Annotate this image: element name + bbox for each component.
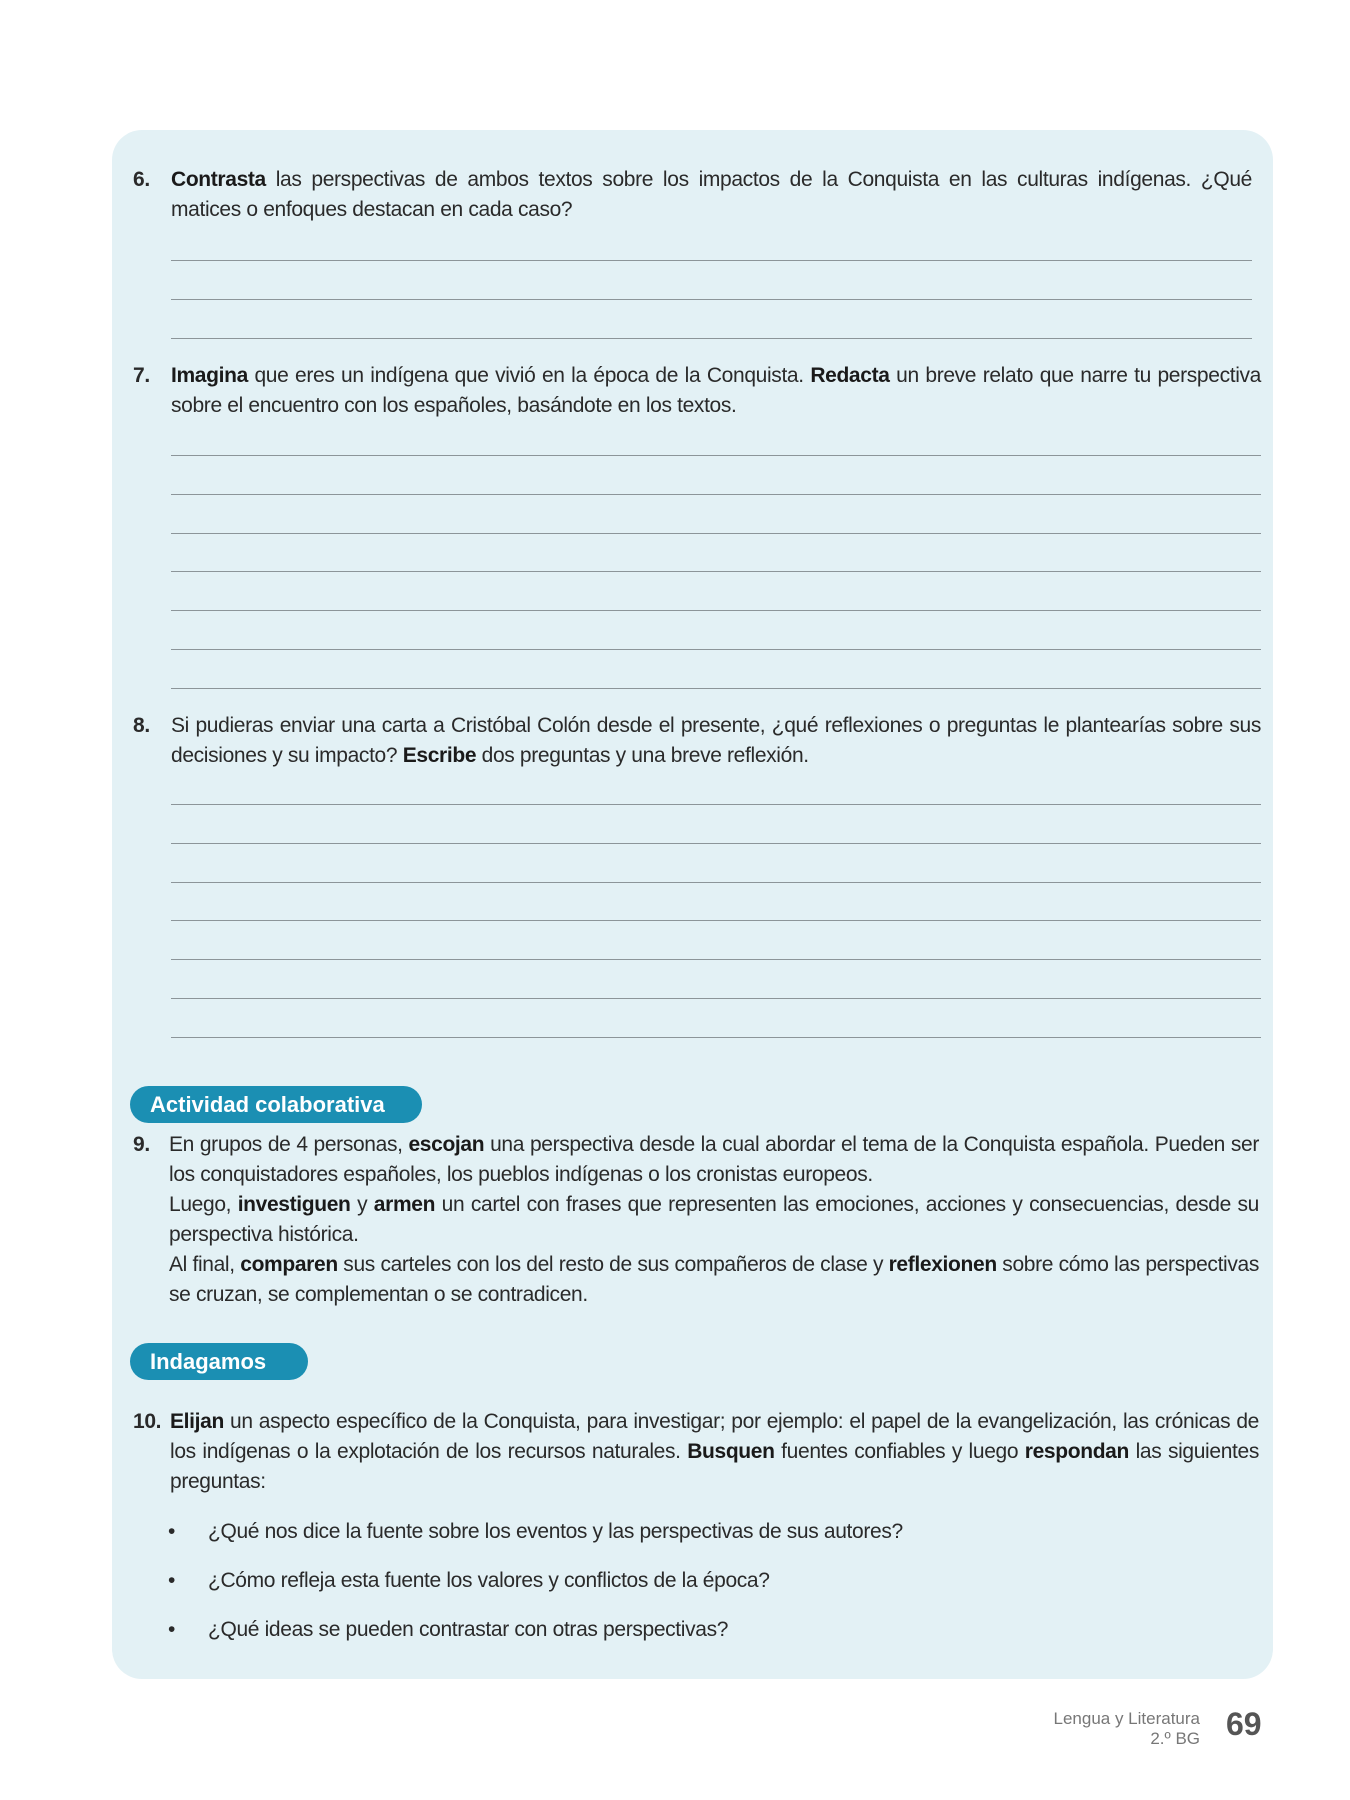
question-10: [133, 1407, 1259, 1497]
text-segment: las siguientes preguntas:: [170, 1440, 1259, 1493]
answer-line[interactable]: [171, 649, 1261, 650]
bullet-text: ¿Qué nos dice la fuente sobre los eventos y las perspectivas de sus autores?: [208, 1520, 903, 1543]
answer-line[interactable]: [171, 688, 1261, 689]
bold-verb: Imagina: [171, 364, 248, 387]
answer-line[interactable]: [171, 804, 1261, 805]
bold-verb: escojan: [408, 1133, 485, 1156]
bold-verb: respondan: [1024, 1440, 1129, 1463]
text-segment: que eres un indígena que vivió en la época de la Conquista.: [247, 364, 811, 387]
bold-verb: investiguen: [237, 1193, 351, 1216]
question-number: 10.: [133, 1410, 162, 1433]
bold-verb: Busquen: [687, 1440, 775, 1463]
answer-line[interactable]: [171, 1037, 1261, 1038]
question-number: 7.: [133, 364, 150, 387]
bullet-icon: •: [168, 1618, 176, 1641]
text-segment: Al final,: [169, 1253, 241, 1276]
text-segment: sus carteles con los del resto de sus compañeros de clase y: [337, 1253, 889, 1276]
question-7: [133, 361, 1261, 421]
question-6: [133, 165, 1252, 225]
answer-line[interactable]: [171, 998, 1261, 999]
text-segment: En grupos de 4 personas,: [169, 1133, 409, 1156]
question-number: 6.: [133, 168, 150, 191]
bullet-icon: •: [168, 1569, 176, 1592]
answer-line[interactable]: [171, 571, 1261, 572]
page-number: 69: [1226, 1706, 1262, 1742]
text-segment: sobre cómo las perspectivas se cruzan, se complementan o se contradicen.: [169, 1253, 1260, 1306]
text-segment: las perspectivas de ambos textos sobre los impactos de la Conquista en las culturas indígenas. ¿Qué matices o enfoques destacan en cada caso?: [171, 168, 1252, 221]
answer-line[interactable]: [171, 920, 1261, 921]
text-segment: fuentes confiables y luego: [774, 1440, 1025, 1463]
text-segment: un aspecto específico de la Conquista, para investigar; por ejemplo: el papel de la evangelización, las crónicas de los indígenas o la explotación de los recursos naturales.: [170, 1410, 1259, 1463]
question-text: [169, 1130, 1259, 1310]
answer-line[interactable]: [171, 882, 1261, 883]
bold-verb: comparen: [240, 1253, 338, 1276]
bold-verb: armen: [373, 1193, 436, 1216]
text-segment: una perspectiva desde la cual abordar el tema de la Conquista española. Pueden ser los conquistadores españoles, los pueblos indígenas o los cronistas europeos.: [169, 1133, 1259, 1186]
answer-line[interactable]: [171, 533, 1261, 534]
text-segment: Luego,: [169, 1193, 238, 1216]
footer-subject: Lengua y Literatura: [1053, 1709, 1200, 1728]
question-text: [171, 711, 1261, 771]
bold-verb: Elijan: [170, 1410, 224, 1433]
bold-verb: Contrasta: [171, 168, 266, 191]
question-number: 8.: [133, 714, 150, 737]
text-segment: dos preguntas y una breve reflexión.: [476, 744, 809, 767]
text-segment: y: [350, 1193, 374, 1216]
text-segment: Si pudieras enviar una carta a Cristóbal Colón desde el presente, ¿qué reflexiones o preguntas le plantearías sobre sus decisiones y su impacto?: [171, 714, 1261, 767]
bold-verb: Redacta: [810, 364, 890, 387]
answer-line[interactable]: [171, 299, 1252, 300]
bold-verb: reflexionen: [888, 1253, 997, 1276]
footer-grade: 2.º BG: [1150, 1729, 1200, 1748]
question-8: [133, 711, 1261, 771]
bold-verb: Escribe: [402, 744, 477, 767]
question-number: 9.: [133, 1133, 150, 1156]
bullet-text: ¿Cómo refleja esta fuente los valores y conflictos de la época?: [208, 1569, 770, 1592]
answer-line[interactable]: [171, 494, 1261, 495]
question-text: [171, 165, 1252, 225]
indagamos-badge: Indagamos: [130, 1343, 308, 1380]
collaborative-activity-badge: Actividad colaborativa: [130, 1086, 422, 1123]
question-9: [133, 1130, 1259, 1310]
question-text: [171, 361, 1261, 421]
answer-line[interactable]: [171, 610, 1261, 611]
answer-line[interactable]: [171, 260, 1252, 261]
text-segment: un cartel con frases que representen las emociones, acciones y consecuencias, desde su perspectiva histórica.: [169, 1193, 1259, 1246]
answer-line[interactable]: [171, 959, 1261, 960]
answer-line[interactable]: [171, 843, 1261, 844]
answer-line[interactable]: [171, 455, 1261, 456]
text-segment: un breve relato que narre tu perspectiva sobre el encuentro con los españoles, basándote en los textos.: [171, 364, 1261, 417]
answer-line[interactable]: [171, 338, 1252, 339]
bullet-icon: •: [168, 1520, 176, 1543]
question-text: [170, 1407, 1259, 1497]
bullet-text: ¿Qué ideas se pueden contrastar con otras perspectivas?: [208, 1618, 729, 1641]
